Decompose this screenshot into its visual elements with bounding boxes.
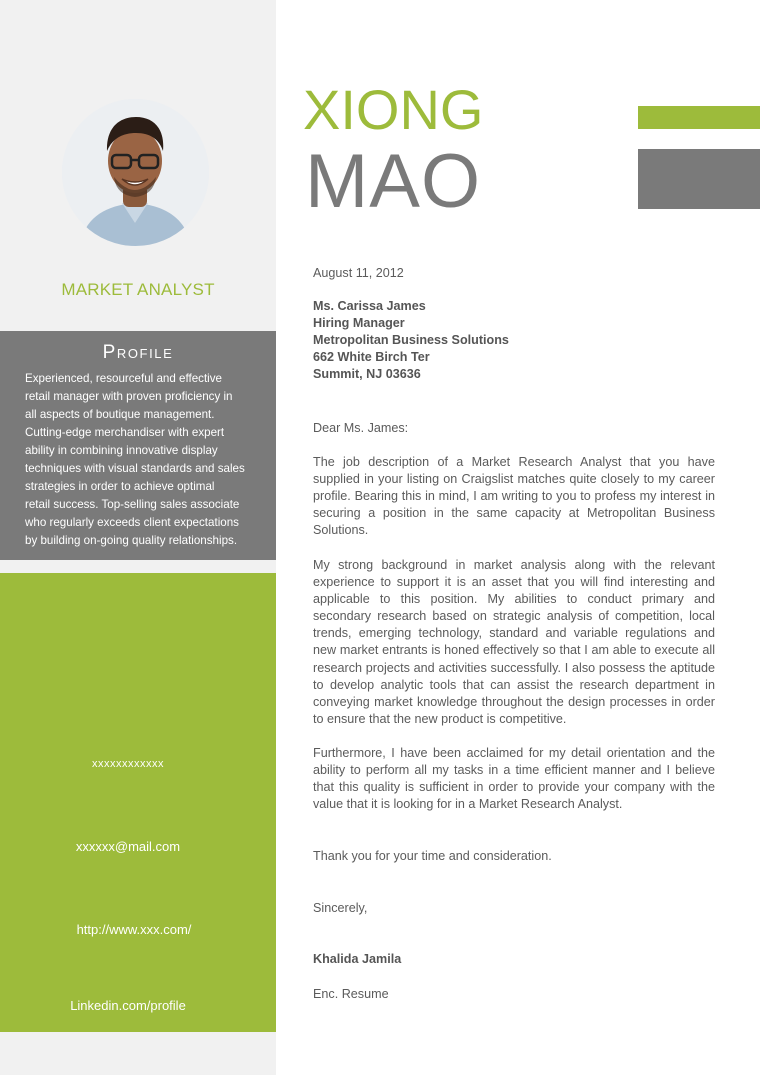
letter-paragraph-3: Furthermore, I have been acclaimed for my detail orientation and the ability to perform all my tasks in a time efficient manner and I believe that this quality is sufficient in order to provide your company with the value that it is looking for in a Market Research Analyst. xyxy=(313,746,715,812)
first-name: XIONG xyxy=(303,78,484,141)
email-link[interactable]: xxxxxx@mail.com xyxy=(75,839,181,854)
profile-line: who regularly exceeds client expectations xyxy=(25,516,239,529)
profile-line: retail success. Top-selling sales associate xyxy=(25,498,240,511)
profile-summary xyxy=(25,370,259,550)
profile-line: by building on-going quality relationships. xyxy=(25,534,238,547)
closing: Sincerely, xyxy=(313,901,368,915)
salutation: Dear Ms. James: xyxy=(313,421,409,435)
recipient-block xyxy=(313,298,715,383)
job-title: MARKET ANALYST xyxy=(61,280,215,299)
last-name: MAO xyxy=(305,139,482,224)
recipient-city: Summit, NJ 03636 xyxy=(313,367,421,381)
sidebar xyxy=(0,0,276,1075)
contact-section xyxy=(0,573,276,1032)
recipient-street: 662 White Birch Ter xyxy=(313,350,430,364)
recipient-title: Hiring Manager xyxy=(313,316,405,330)
profile-line: Experienced, resourceful and effective xyxy=(25,372,222,385)
letter-paragraph-2: My strong background in market analysis along with the relevant experience to support it is an asset that you will find interesting and applicable to this position. My abilities to conduct primary and secondary research based on strategic analysis of competition, local trends, emerging technology, standard and variable regulations and new market entrants is honed effectively so that I am able to execute all research projects and activities successfully. I also possess the aptitude to develop analytic tools that can assist the research department in conveying market knowledge throughout the design processes in order to ensure that the new product is competitive. xyxy=(313,558,715,726)
avatar-illustration xyxy=(62,99,209,246)
accent-bar-gray xyxy=(638,149,760,209)
letter-date: August 11, 2012 xyxy=(313,266,404,280)
recipient-company: Metropolitan Business Solutions xyxy=(313,333,509,347)
profile-line: all aspects of boutique management. xyxy=(25,408,215,421)
profile-photo xyxy=(62,99,209,246)
website-link[interactable]: http://www.xxx.com/ xyxy=(76,922,192,937)
profile-line: ability in combining innovative display xyxy=(25,444,218,457)
profile-line: strategies in order to achieve optimal xyxy=(25,480,215,493)
letter-paragraph-1: The job description of a Market Research Analyst that you have supplied in your listing on Craigslist matches quite closely to my career profile. Bearing this in mind, I am writing to you to profess my interest in securing a position in the same capacity at Metropolitan Business Solutions. xyxy=(313,455,715,538)
enclosure-note: Enc. Resume xyxy=(313,987,389,1001)
thanks-line: Thank you for your time and consideration. xyxy=(313,849,552,863)
profile-line: Cutting-edge merchandiser with expert xyxy=(25,426,225,439)
profile-line: retail manager with proven proficiency in xyxy=(25,390,233,403)
signer-name: Khalida Jamila xyxy=(313,952,402,966)
recipient-name: Ms. Carissa James xyxy=(313,299,426,313)
linkedin-link[interactable]: Linkedin.com/profile xyxy=(70,998,186,1013)
profile-section xyxy=(0,331,276,560)
accent-bar-green xyxy=(638,106,760,129)
phone-number: xxxxxxxxxxxx xyxy=(92,758,164,770)
profile-heading: Profile xyxy=(102,342,174,363)
profile-line: techniques with visual standards and sales xyxy=(25,462,245,475)
